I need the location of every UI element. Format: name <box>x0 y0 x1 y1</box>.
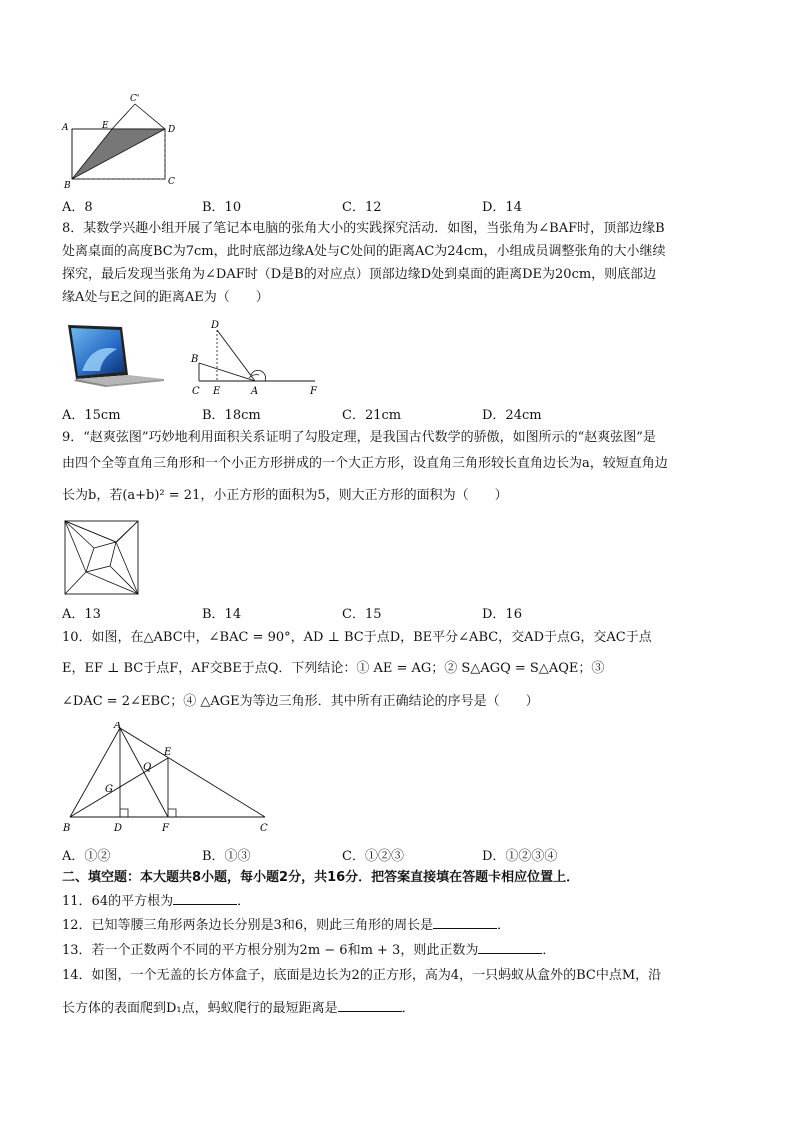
q8-label-d: D <box>211 320 220 331</box>
q10-label-f: F <box>162 823 169 834</box>
q10-label-d: D <box>114 823 123 834</box>
q8-label-c: C <box>192 386 200 397</box>
q9-line-2: 由四个全等直角三角形和一个小正方形拼成的一个大正方形，设直角三角形较长直角边长为a，较短直角边 <box>62 456 668 471</box>
q7-label-a: A <box>62 123 69 133</box>
q12-answer-blank[interactable] <box>433 916 497 929</box>
q10-option-a[interactable]: A．①② <box>62 849 111 864</box>
q8-line-4: 缘A处与E之间的距离AE为（ ） <box>62 290 269 305</box>
q7-label-cprime: C' <box>130 94 140 104</box>
q9-option-c[interactable]: C．15 <box>342 607 382 622</box>
q10-options <box>62 845 682 863</box>
q10-line-2: E，EF ⊥ BC于点F，AF交BE于点Q．下列结论：① AE = AG；② S△AGQ = S△AQE；③ <box>62 661 605 676</box>
q9-line-3: 长为b，若(a+b)² = 21，小正方形的面积为5，则大正方形的面积为（ ） <box>62 488 508 503</box>
q11-end: ． <box>237 894 251 909</box>
laptop-image <box>62 323 166 387</box>
q14-line-1: 14．如图，一个无盖的长方体盒子，底面是边长为2的正方形，高为4，一只蚂蚁从盒外的BC中点M，沿 <box>62 968 662 983</box>
q8-label-e: E <box>213 386 221 397</box>
q13-text: 13．若一个正数两个不同的平方根分别为2m − 6和m + 3，则此正数为 <box>62 943 479 958</box>
q8-line-1: 8．某数学兴趣小组开展了笔记本电脑的张角大小的实践探究活动．如图，当张角为∠BAF时，顶部边缘B <box>62 221 665 236</box>
q7-option-b[interactable]: B．10 <box>202 200 242 215</box>
q12-text: 12．已知等腰三角形两条边长分别是3和6，则此三角形的周长是 <box>62 918 434 933</box>
q7-label-e: E <box>102 121 109 131</box>
q8-line-3: 探究，最后发现当张角为∠DAF时（D是B的对应点）顶部边缘D处到桌面的距离DE为20cm，则底部边 <box>62 267 657 282</box>
q9-zhaoshuang-figure <box>64 520 140 596</box>
q7-label-d: D <box>168 125 176 135</box>
q8-option-a[interactable]: A．15cm <box>62 408 121 423</box>
q10-label-a: A <box>114 722 122 731</box>
q10-option-b[interactable]: B．①③ <box>202 849 251 864</box>
q10-label-e: E <box>164 747 172 758</box>
q12-end: ． <box>497 918 511 933</box>
q9-option-b[interactable]: B．14 <box>202 607 242 622</box>
q10-label-q: Q <box>143 762 152 773</box>
q14-answer-blank[interactable] <box>338 999 402 1012</box>
q7-label-c: C <box>168 177 175 187</box>
q11-answer-blank[interactable] <box>173 892 237 905</box>
q10-label-c: C <box>260 823 268 834</box>
section-2-heading: 二、填空题：本大题共8小题，每小题2分，共16分．把答案直接填在答题卡相应位置上． <box>62 870 580 885</box>
q7-option-a[interactable]: A．8 <box>62 200 93 215</box>
q8-options <box>62 404 682 422</box>
q8-label-a: A <box>251 386 259 397</box>
q7-label-b: B <box>64 181 71 190</box>
q8-option-d[interactable]: D．24cm <box>482 408 542 423</box>
q8-label-b: B <box>191 354 199 365</box>
q13-end: ． <box>542 943 556 958</box>
q14-text: 长方体的表面爬到D₁点，蚂蚁爬行的最短距离是 <box>62 1001 338 1016</box>
q10-line-1: 10．如图，在△ABC中，∠BAC = 90°，AD ⊥ BC于点D，BE平分∠ABC，交AD于点G，交AC于点 <box>62 630 652 645</box>
q7-option-d[interactable]: D．14 <box>482 200 522 215</box>
q9-options <box>62 603 682 621</box>
q10-figure <box>60 722 280 838</box>
q8-label-f: F <box>310 386 317 397</box>
q10-option-d[interactable]: D．①②③④ <box>482 849 558 864</box>
q10-line-3: ∠DAC = 2∠EBC；④ △AGE为等边三角形．其中所有正确结论的序号是（ ） <box>62 694 539 709</box>
q9-option-a[interactable]: A．13 <box>62 607 101 622</box>
q8-line-2: 处离桌面的高度BC为7cm，此时底部边缘A处与C处间的距离AC为24cm，小组成员调整张角的大小继续 <box>62 244 666 259</box>
q10-label-g: G <box>105 784 113 795</box>
q10-label-b: B <box>63 823 71 834</box>
q13 <box>62 941 555 961</box>
q8-figure <box>185 318 325 400</box>
q7-option-c[interactable]: C．12 <box>342 200 382 215</box>
q13-answer-blank[interactable] <box>478 941 542 954</box>
q9-option-d[interactable]: D．16 <box>482 607 522 622</box>
q11-text: 11．64的平方根为 <box>62 894 174 909</box>
q7-options <box>62 196 682 214</box>
q7-figure <box>60 92 190 190</box>
q8-option-b[interactable]: B．18cm <box>202 408 261 423</box>
q9-line-1: 9．“赵爽弦图”巧妙地利用面积关系证明了勾股定理，是我国古代数学的骄傲，如图所示的“赵爽弦图”是 <box>62 430 656 445</box>
q10-option-c[interactable]: C．①②③ <box>342 849 404 864</box>
q12 <box>62 916 510 936</box>
q11 <box>62 892 250 912</box>
q14-line-2 <box>62 999 415 1019</box>
q8-option-c[interactable]: C．21cm <box>342 408 402 423</box>
q14-end: ． <box>401 1001 415 1016</box>
